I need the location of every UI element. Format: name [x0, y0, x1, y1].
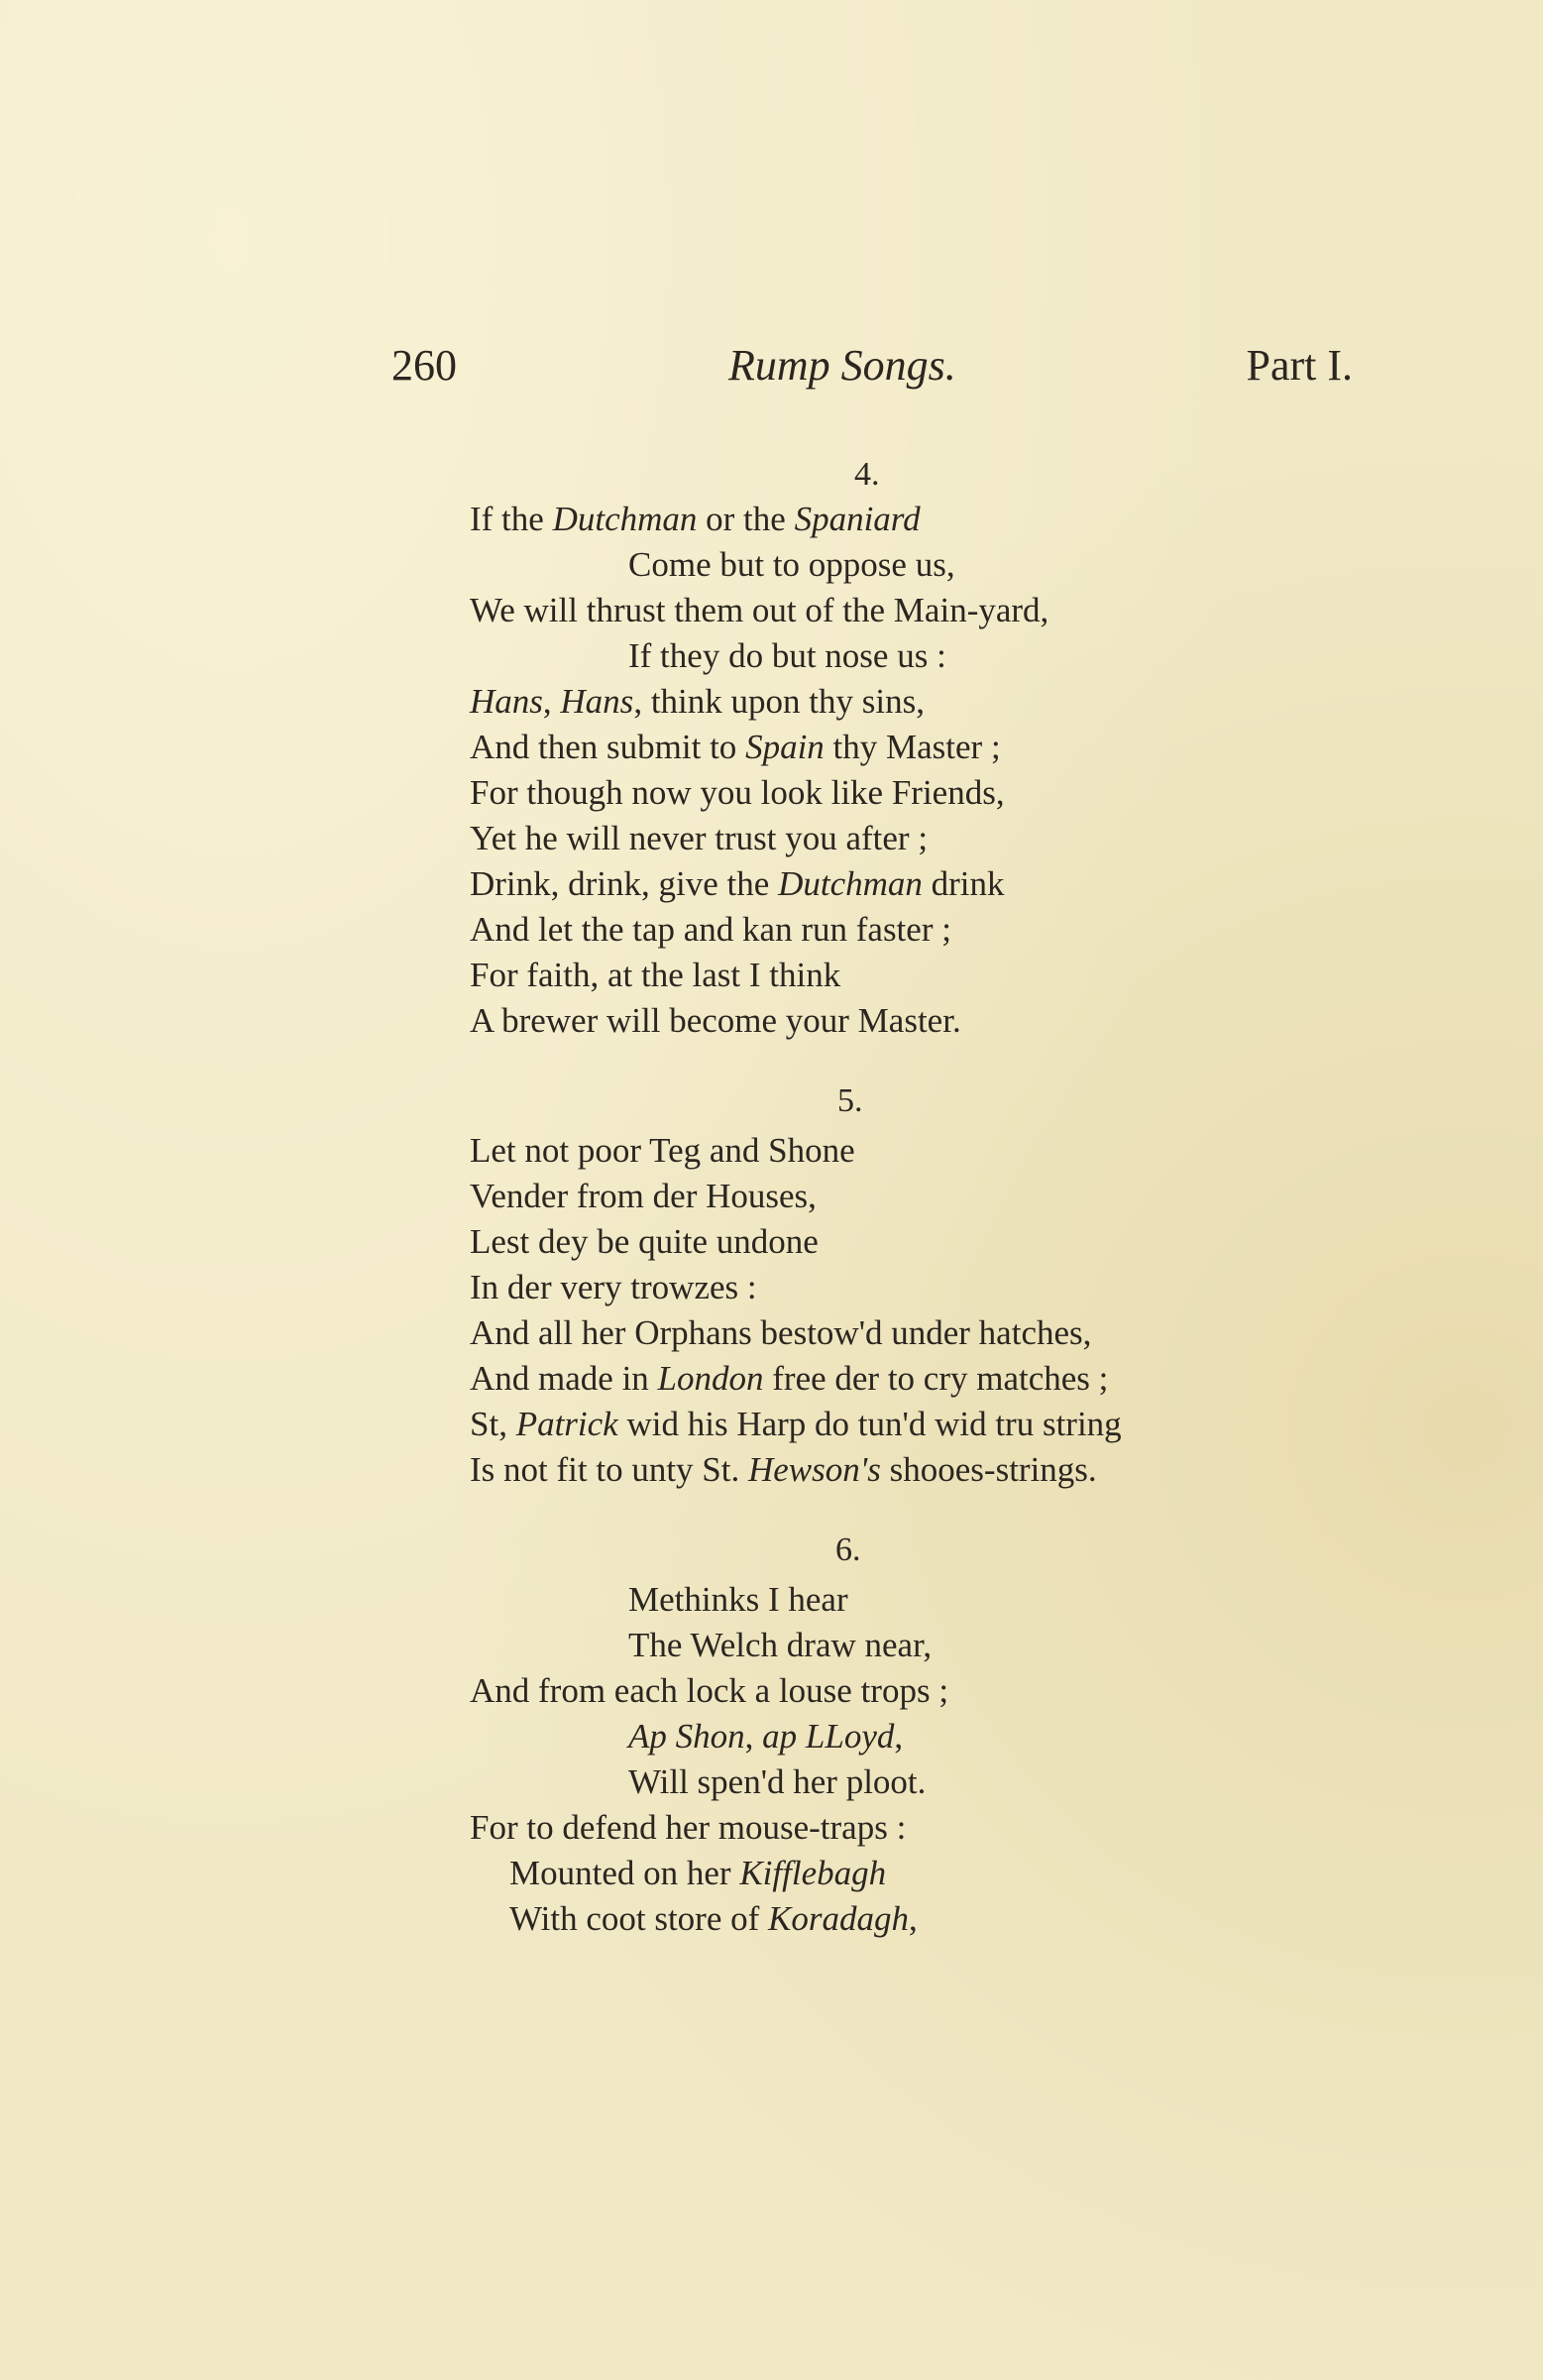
text-segment: Vender from der Houses,	[470, 1177, 817, 1215]
verse-line	[470, 1176, 817, 1217]
verse-line	[470, 955, 840, 996]
running-header	[391, 340, 1353, 409]
text-segment: And then submit to	[470, 728, 746, 766]
verse-line	[628, 1579, 848, 1621]
verse-line	[470, 499, 921, 540]
stanza-number: 4.	[854, 456, 880, 493]
verse-line	[628, 1625, 932, 1666]
text-segment: With coot store of	[509, 1899, 769, 1938]
verse-line	[470, 1267, 757, 1308]
italic-segment: Ap Shon	[628, 1717, 745, 1756]
text-segment: Is not fit to unty St.	[470, 1450, 748, 1489]
verse-line	[470, 1312, 1091, 1354]
text-segment: Drink, drink, give the	[470, 864, 779, 903]
italic-segment: Kifflebagh	[739, 1854, 887, 1892]
verse-line	[470, 727, 1001, 768]
text-segment: thy Master ;	[824, 728, 1001, 766]
page-number: 260	[391, 341, 457, 390]
italic-segment: Hans	[470, 682, 543, 721]
verse-line	[470, 1807, 906, 1849]
verse-line	[470, 1130, 855, 1172]
text-segment: If they do but nose us :	[628, 636, 946, 675]
text-segment: And from each lock a louse trops ;	[470, 1671, 949, 1710]
verse-line	[509, 1898, 918, 1940]
italic-segment: Dutchman	[552, 500, 698, 538]
text-segment: wid his Harp do tun'd wid tru string	[617, 1405, 1122, 1443]
text-segment: St,	[470, 1405, 516, 1443]
verse-line	[470, 1000, 961, 1042]
text-segment: The Welch draw near,	[628, 1626, 933, 1664]
text-segment: ,	[542, 682, 561, 721]
stanza-number: 6.	[835, 1531, 861, 1568]
verse-line	[470, 590, 1048, 631]
text-segment: For faith, at the last I think	[470, 956, 841, 994]
text-segment: , think upon thy sins,	[633, 682, 925, 721]
stanza-number: 5.	[837, 1082, 863, 1119]
text-segment: ,	[744, 1717, 763, 1756]
text-segment: If the	[470, 500, 553, 538]
italic-segment: Hans	[560, 682, 634, 721]
italic-segment: London	[657, 1359, 764, 1398]
verse-line	[470, 1221, 819, 1263]
italic-segment: Spain	[745, 728, 825, 766]
text-segment: Mounted on her	[509, 1854, 740, 1892]
text-segment: And let the tap and kan run faster ;	[470, 910, 951, 949]
text-segment: Methinks I hear	[628, 1580, 848, 1619]
text-segment: In der very trowzes :	[470, 1268, 757, 1306]
verse-line	[470, 1404, 1122, 1445]
verse-line	[628, 1761, 926, 1803]
part-label: Part I.	[1246, 341, 1353, 390]
text-segment: shooes-strings.	[880, 1450, 1097, 1489]
verse-line	[470, 1670, 948, 1712]
text-segment: And all her Orphans bestow'd under hatches,	[470, 1313, 1092, 1352]
text-segment: Will spen'd her ploot.	[628, 1762, 927, 1801]
text-segment: drink	[922, 864, 1005, 903]
verse-line	[470, 1358, 1108, 1400]
verse-line	[628, 544, 955, 586]
italic-segment: Dutchman	[778, 864, 923, 903]
text-segment: And made in	[470, 1359, 658, 1398]
italic-segment: Spaniard	[794, 500, 921, 538]
verse-line	[470, 818, 928, 859]
text-segment: For though now you look like Friends,	[470, 773, 1005, 812]
italic-segment: ap LLoyd	[762, 1717, 895, 1756]
text-segment: or the	[697, 500, 795, 538]
verse-line	[470, 772, 1005, 814]
verse-line	[628, 635, 946, 677]
verse-line	[628, 1716, 903, 1757]
verse-line	[509, 1853, 886, 1894]
text-segment: ,	[909, 1899, 918, 1938]
text-segment: free der to cry matches ;	[763, 1359, 1109, 1398]
italic-segment: Koradagh	[768, 1899, 909, 1938]
text-segment: We will thrust them out of the Main-yard,	[470, 591, 1049, 629]
italic-segment: Patrick	[515, 1405, 618, 1443]
verse-line	[470, 1449, 1097, 1491]
verse-line	[470, 681, 925, 723]
verse-line	[470, 863, 1005, 905]
italic-segment: Hewson's	[748, 1450, 881, 1489]
text-segment: Lest dey be quite undone	[470, 1222, 819, 1261]
text-segment: Let not poor Teg and Shone	[470, 1131, 855, 1170]
verse-line	[470, 909, 951, 951]
text-segment: ,	[894, 1717, 904, 1756]
text-segment: For to defend her mouse-traps :	[470, 1808, 907, 1847]
text-segment: Yet he will never trust you after ;	[470, 819, 929, 857]
running-title: Rump Songs.	[728, 341, 956, 390]
text-segment: A brewer will become your Master.	[470, 1001, 961, 1040]
text-segment: Come but to oppose us,	[628, 545, 955, 584]
